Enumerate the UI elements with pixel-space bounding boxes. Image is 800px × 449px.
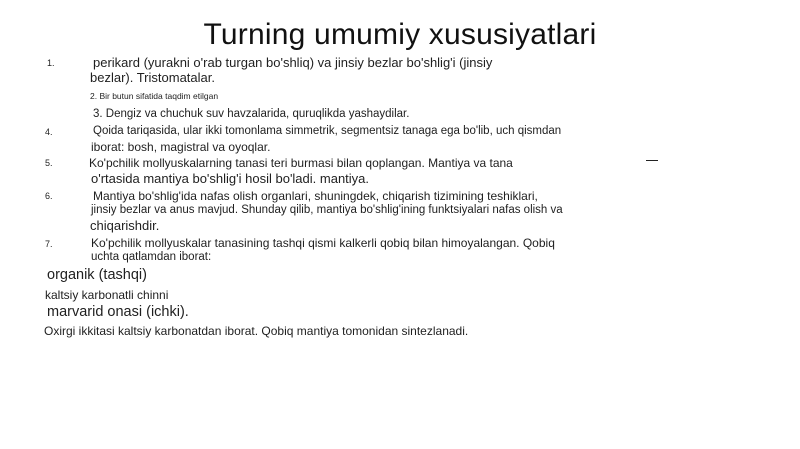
item-1-line-1: perikard (yurakni o'rab turgan bo'shliq) va jinsiy bezlar bo'shlig'i (jinsiy [93,55,493,70]
shell-layer-3: marvarid onasi (ichki). [47,304,189,320]
item-6-line-3: chiqarishdir. [90,218,160,233]
item-6-number: 6. [45,191,53,201]
item-4-line-1: Qoida tariqasida, ular ikki tomonlama simmetrik, segmentsiz tanaga ega bo'lib, uch qismdan [93,125,562,137]
item-7-line-1: Ko'pchilik mollyuskalar tanasining tashqi qismi kalkerli qobiq bilan himoyalangan. Qobiq [91,236,555,250]
item-1-number: 1. [47,58,55,68]
shell-layer-1: organik (tashqi) [47,267,147,283]
dash-mark [646,160,658,161]
shell-layer-2: kaltsiy karbonatli chinni [45,288,169,302]
item-6-line-1: Mantiya bo'shlig'ida nafas olish organlari, shuningdek, chiqarish tizimining teshiklari, [93,189,538,203]
item-3-text: 3. Dengiz va chuchuk suv havzalarida, quruqlikda yashaydilar. [93,108,410,120]
item-2-text: 2. Bir butun sifatida taqdim etilgan [90,91,219,101]
item-7-number: 7. [45,239,53,249]
item-6-line-2: jinsiy bezlar va anus mavjud. Shunday qilib, mantiya bo'shlig'ining funktsiyalari nafas olish va [91,204,563,216]
item-4-number: 4. [45,127,53,137]
item-7-line-2: uchta qatlamdan iborat: [91,251,212,263]
item-5-line-2: o'rtasida mantiya bo'shlig'i hosil bo'ladi. mantiya. [91,171,370,186]
item-1-line-2: bezlar). Tristomatalar. [90,70,215,85]
item-4-line-2: iborat: bosh, magistral va oyoqlar. [91,140,271,154]
item-5-number: 5. [45,158,53,168]
final-sentence: Oxirgi ikkitasi kaltsiy karbonatdan iborat. Qobiq mantiya tomonidan sintezlanadi. [44,324,469,338]
slide-title: Turning umumiy xususiyatlari [203,18,597,51]
item-5-line-1: Ko'pchilik mollyuskalarning tanasi teri burmasi bilan qoplangan. Mantiya va tana [89,156,513,170]
